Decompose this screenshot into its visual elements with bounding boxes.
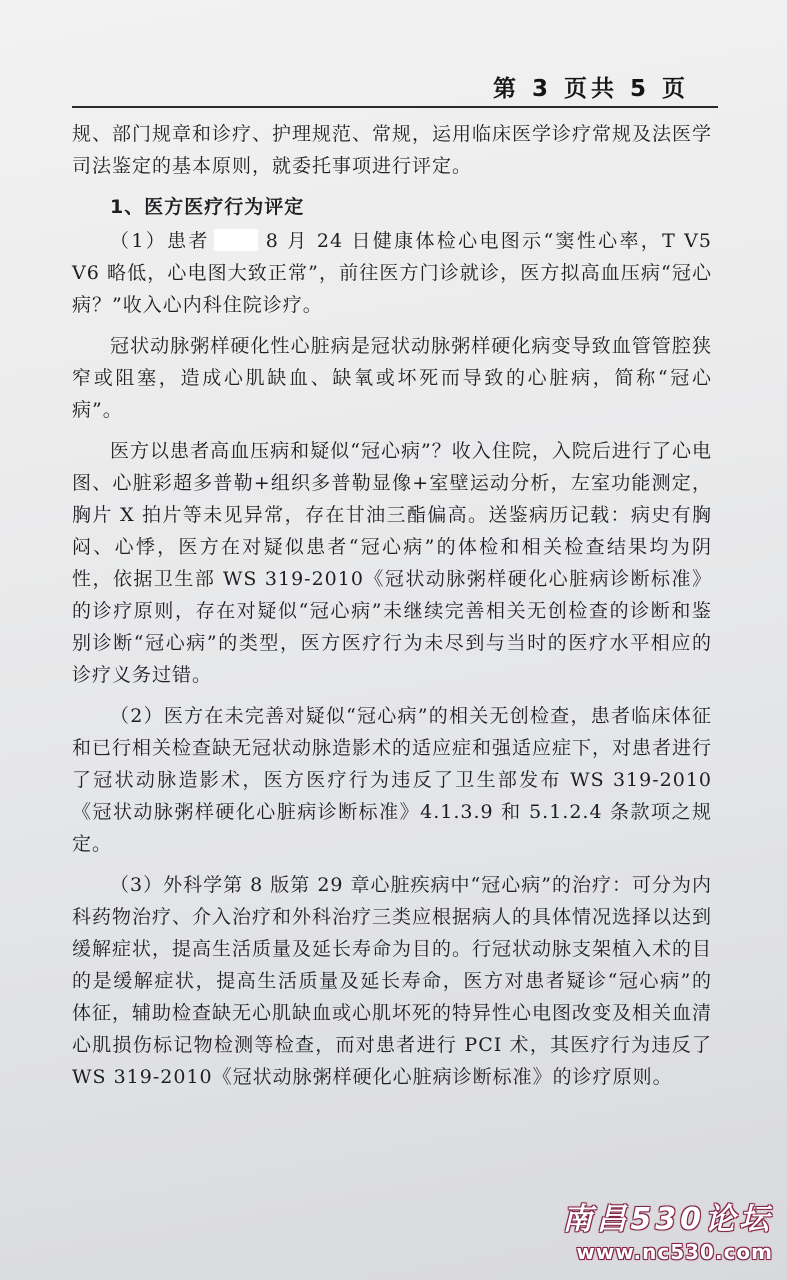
section-heading: 1、医方医疗行为评定 [110,196,305,218]
watermark-site-name: 南昌530论坛 [562,1202,773,1237]
item-1-text: 8 月 24 日健康体检心电图示“窦性心率，T V5 V6 略低，心电图大致正常”，前往医方门诊就诊，医方拟高血压病“冠心病？”收入心内科住院诊疗。 [72,230,712,316]
definition-paragraph: 冠状动脉粥样硬化性心脏病是冠状动脉粥样硬化病变导致血管管腔狭窄或阻塞，造成心肌缺血、缺氧或坏死而导致的心脏病，简称“冠心病”。 [72,335,712,421]
item-1-paragraph [72,225,712,321]
watermark-site-url: www.nc530.com [576,1240,773,1264]
page-number: 第 3 页共 5 页 [492,76,689,102]
item-3-paragraph: （3）外科学第 8 版第 29 章心脏疾病中“冠心病”的治疗：可分为内科药物治疗、介入治疗和外科治疗三类应根据病人的具体情况选择以达到缓解症状，提高生活质量及延长寿命为目的。行冠状动脉支架植入术的目的是缓解症状，提高生活质量及延长寿命，医方对患者疑诊“冠心病”的体征，辅助检查缺无心肌缺血或心肌坏死的特异性心电图改变及相关血清心肌损伤标记物检测等检查，而对患者进行 PCI 术，其医疗行为违反了 WS 319-2010《冠状动脉粥样硬化心脏病诊断标准》的诊疗原则。 [72,874,713,1088]
document-body [72,118,712,1102]
header-divider [72,106,718,108]
intro-paragraph: 规、部门规章和诊疗、护理规范、常规，运用临床医学诊疗常规及法医学司法鉴定的基本原则，就委托事项进行评定。 [72,123,713,177]
item-2-paragraph: （2）医方在未完善对疑似“冠心病”的相关无创检查，患者临床体征和已行相关检查缺无冠状动脉造影术的适应症和强适应症下，对患者进行了冠状动脉造影术，医方医疗行为违反了卫生部发布 WS 319-2010《冠状动脉粥样硬化心脏病诊断标准》4.1.3.9 和 5.1.2.4 条款项之规定。 [72,705,713,855]
item-1-lead: （1）患者 [110,230,210,252]
redaction-box [214,229,258,251]
site-watermark [562,1194,773,1264]
admission-paragraph: 医方以患者高血压病和疑似“冠心病”？收入住院，入院后进行了心电图、心脏彩超多普勒+组织多普勒显像+室壁运动分析，左室功能测定，胸片 X 拍片等未见异常，存在甘油三酯偏高。送鉴病历记载：病史有胸闷、心悸，医方在对疑似患者“冠心病”的体检和相关检查结果均为阴性，依据卫生部 WS 319-2010《冠状动脉粥样硬化心脏病诊断标准》的诊疗原则，存在对疑似“冠心病”未继续完善相关无创检查的诊断和鉴别诊断“冠心病”的类型，医方医疗行为未尽到与当时的医疗水平相应的诊疗义务过错。 [72,440,712,686]
